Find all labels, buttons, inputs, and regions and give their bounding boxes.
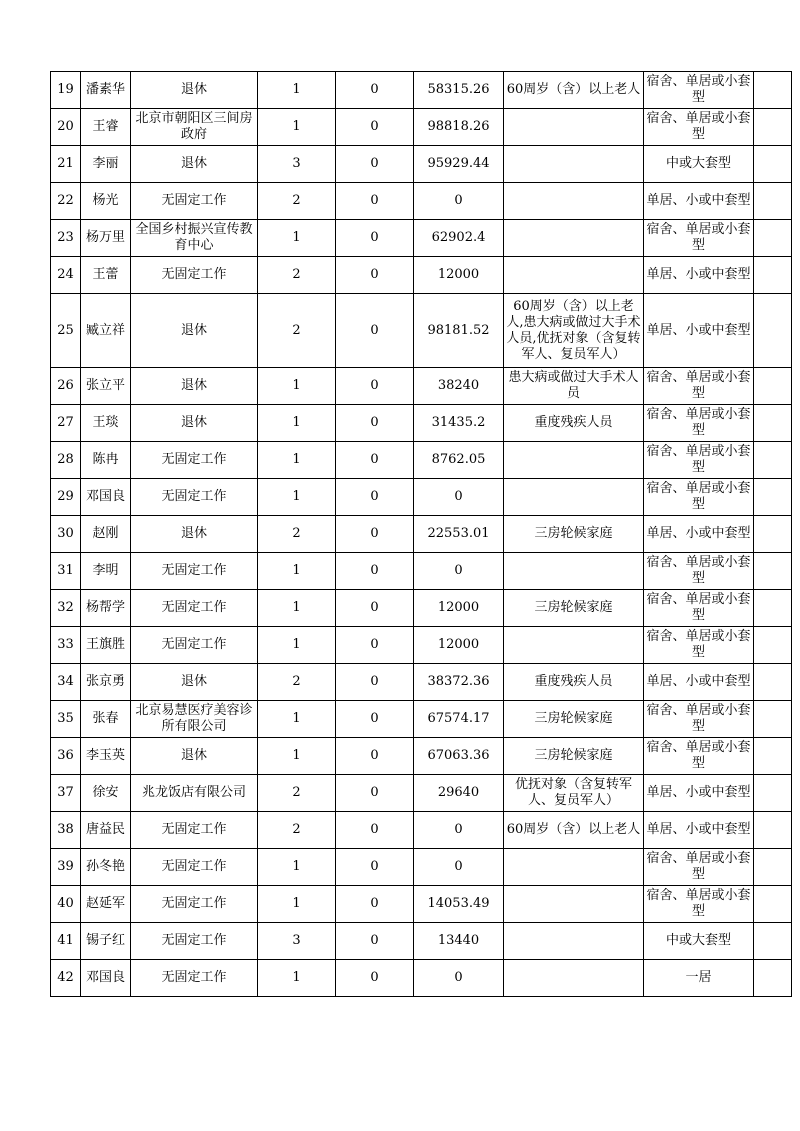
- housing-type-cell: 单居、小或中套型: [644, 183, 754, 220]
- table-row: [51, 812, 792, 849]
- table-row: [51, 220, 792, 257]
- row-number-cell: 19: [51, 72, 81, 109]
- table-body: [51, 72, 792, 997]
- remark-cell: [754, 368, 792, 405]
- table-row: [51, 923, 792, 960]
- name-cell: 唐益民: [81, 812, 131, 849]
- work-unit-cell: 退休: [131, 72, 258, 109]
- housing-type-cell: 中或大套型: [644, 923, 754, 960]
- income-cell: 12000: [414, 627, 504, 664]
- housing-type-cell: 宿舍、单居或小套型: [644, 479, 754, 516]
- income-cell: 0: [414, 479, 504, 516]
- row-number-cell: 36: [51, 738, 81, 775]
- housing-type-cell: 单居、小或中套型: [644, 664, 754, 701]
- name-cell: 赵刚: [81, 516, 131, 553]
- table-row: [51, 368, 792, 405]
- priority-category-cell: [504, 442, 644, 479]
- priority-category-cell: [504, 257, 644, 294]
- income-cell: 38240: [414, 368, 504, 405]
- housing-area-cell: 0: [336, 553, 414, 590]
- income-cell: 98181.52: [414, 294, 504, 368]
- family-members-cell: 1: [258, 738, 336, 775]
- income-cell: 29640: [414, 775, 504, 812]
- row-number-cell: 34: [51, 664, 81, 701]
- housing-area-cell: 0: [336, 368, 414, 405]
- priority-category-cell: [504, 183, 644, 220]
- housing-type-cell: 宿舍、单居或小套型: [644, 590, 754, 627]
- housing-area-cell: 0: [336, 516, 414, 553]
- housing-type-cell: 单居、小或中套型: [644, 294, 754, 368]
- work-unit-cell: 无固定工作: [131, 849, 258, 886]
- row-number-cell: 37: [51, 775, 81, 812]
- work-unit-cell: 无固定工作: [131, 479, 258, 516]
- remark-cell: [754, 553, 792, 590]
- family-members-cell: 2: [258, 516, 336, 553]
- name-cell: 陈冉: [81, 442, 131, 479]
- income-cell: 67063.36: [414, 738, 504, 775]
- name-cell: 杨万里: [81, 220, 131, 257]
- family-members-cell: 1: [258, 590, 336, 627]
- row-number-cell: 42: [51, 960, 81, 997]
- work-unit-cell: 无固定工作: [131, 183, 258, 220]
- name-cell: 徐安: [81, 775, 131, 812]
- housing-area-cell: 0: [336, 627, 414, 664]
- family-members-cell: 1: [258, 701, 336, 738]
- work-unit-cell: 兆龙饭店有限公司: [131, 775, 258, 812]
- family-members-cell: 1: [258, 442, 336, 479]
- housing-area-cell: 0: [336, 257, 414, 294]
- name-cell: 杨光: [81, 183, 131, 220]
- housing-area-cell: 0: [336, 72, 414, 109]
- priority-category-cell: [504, 220, 644, 257]
- name-cell: 杨帮学: [81, 590, 131, 627]
- work-unit-cell: 无固定工作: [131, 886, 258, 923]
- priority-category-cell: 60周岁（含）以上老人,患大病或做过大手术人员,优抚对象（含复转军人、复员军人）: [504, 294, 644, 368]
- housing-area-cell: 0: [336, 294, 414, 368]
- remark-cell: [754, 257, 792, 294]
- name-cell: 张春: [81, 701, 131, 738]
- row-number-cell: 20: [51, 109, 81, 146]
- table-row: [51, 516, 792, 553]
- housing-type-cell: 单居、小或中套型: [644, 812, 754, 849]
- name-cell: 王睿: [81, 109, 131, 146]
- housing-type-cell: 宿舍、单居或小套型: [644, 442, 754, 479]
- table-row: [51, 627, 792, 664]
- name-cell: 孙冬艳: [81, 849, 131, 886]
- row-number-cell: 24: [51, 257, 81, 294]
- housing-area-cell: 0: [336, 738, 414, 775]
- table-row: [51, 886, 792, 923]
- income-cell: 98818.26: [414, 109, 504, 146]
- family-members-cell: 1: [258, 627, 336, 664]
- remark-cell: [754, 146, 792, 183]
- priority-category-cell: [504, 479, 644, 516]
- housing-type-cell: 单居、小或中套型: [644, 257, 754, 294]
- family-members-cell: 2: [258, 775, 336, 812]
- priority-category-cell: 60周岁（含）以上老人: [504, 812, 644, 849]
- table-row: [51, 257, 792, 294]
- remark-cell: [754, 183, 792, 220]
- remark-cell: [754, 701, 792, 738]
- family-members-cell: 2: [258, 257, 336, 294]
- income-cell: 67574.17: [414, 701, 504, 738]
- work-unit-cell: 退休: [131, 738, 258, 775]
- row-number-cell: 26: [51, 368, 81, 405]
- name-cell: 赵延军: [81, 886, 131, 923]
- table-row: [51, 960, 792, 997]
- housing-area-cell: 0: [336, 183, 414, 220]
- work-unit-cell: 退休: [131, 405, 258, 442]
- row-number-cell: 32: [51, 590, 81, 627]
- priority-category-cell: [504, 627, 644, 664]
- housing-area-cell: 0: [336, 442, 414, 479]
- family-members-cell: 3: [258, 923, 336, 960]
- table-row: [51, 553, 792, 590]
- housing-area-cell: 0: [336, 812, 414, 849]
- family-members-cell: 2: [258, 294, 336, 368]
- name-cell: 张立平: [81, 368, 131, 405]
- housing-type-cell: 宿舍、单居或小套型: [644, 738, 754, 775]
- family-members-cell: 1: [258, 72, 336, 109]
- priority-category-cell: [504, 886, 644, 923]
- housing-area-cell: 0: [336, 590, 414, 627]
- housing-area-cell: 0: [336, 109, 414, 146]
- remark-cell: [754, 72, 792, 109]
- priority-category-cell: [504, 849, 644, 886]
- housing-area-cell: 0: [336, 664, 414, 701]
- row-number-cell: 27: [51, 405, 81, 442]
- remark-cell: [754, 923, 792, 960]
- work-unit-cell: 北京市朝阳区三间房政府: [131, 109, 258, 146]
- housing-type-cell: 宿舍、单居或小套型: [644, 627, 754, 664]
- housing-type-cell: 宿舍、单居或小套型: [644, 849, 754, 886]
- income-cell: 14053.49: [414, 886, 504, 923]
- family-members-cell: 1: [258, 109, 336, 146]
- table-row: [51, 72, 792, 109]
- table-row: [51, 479, 792, 516]
- table-row: [51, 849, 792, 886]
- table-row: [51, 146, 792, 183]
- work-unit-cell: 退休: [131, 368, 258, 405]
- remark-cell: [754, 442, 792, 479]
- name-cell: 锡子红: [81, 923, 131, 960]
- priority-category-cell: [504, 923, 644, 960]
- row-number-cell: 38: [51, 812, 81, 849]
- table-row: [51, 183, 792, 220]
- priority-category-cell: 三房轮候家庭: [504, 516, 644, 553]
- name-cell: 李明: [81, 553, 131, 590]
- family-members-cell: 2: [258, 812, 336, 849]
- housing-type-cell: 单居、小或中套型: [644, 516, 754, 553]
- table-row: [51, 701, 792, 738]
- income-cell: 95929.44: [414, 146, 504, 183]
- work-unit-cell: 北京易慧医疗美容诊所有限公司: [131, 701, 258, 738]
- work-unit-cell: 退休: [131, 516, 258, 553]
- table-row: [51, 738, 792, 775]
- row-number-cell: 23: [51, 220, 81, 257]
- row-number-cell: 22: [51, 183, 81, 220]
- family-members-cell: 1: [258, 220, 336, 257]
- housing-type-cell: 宿舍、单居或小套型: [644, 72, 754, 109]
- name-cell: 邓国良: [81, 960, 131, 997]
- remark-cell: [754, 479, 792, 516]
- work-unit-cell: 无固定工作: [131, 627, 258, 664]
- work-unit-cell: 无固定工作: [131, 590, 258, 627]
- row-number-cell: 35: [51, 701, 81, 738]
- family-members-cell: 1: [258, 886, 336, 923]
- name-cell: 李丽: [81, 146, 131, 183]
- remark-cell: [754, 812, 792, 849]
- remark-cell: [754, 775, 792, 812]
- housing-type-cell: 宿舍、单居或小套型: [644, 220, 754, 257]
- work-unit-cell: 无固定工作: [131, 442, 258, 479]
- income-cell: 0: [414, 960, 504, 997]
- table-row: [51, 775, 792, 812]
- table-row: [51, 590, 792, 627]
- work-unit-cell: 全国乡村振兴宣传教育中心: [131, 220, 258, 257]
- housing-area-cell: 0: [336, 775, 414, 812]
- priority-category-cell: 60周岁（含）以上老人: [504, 72, 644, 109]
- table-row: [51, 109, 792, 146]
- income-cell: 12000: [414, 257, 504, 294]
- remark-cell: [754, 109, 792, 146]
- remark-cell: [754, 886, 792, 923]
- priority-category-cell: [504, 146, 644, 183]
- row-number-cell: 41: [51, 923, 81, 960]
- housing-area-cell: 0: [336, 479, 414, 516]
- income-cell: 62902.4: [414, 220, 504, 257]
- work-unit-cell: 无固定工作: [131, 553, 258, 590]
- remark-cell: [754, 294, 792, 368]
- remark-cell: [754, 516, 792, 553]
- row-number-cell: 40: [51, 886, 81, 923]
- remark-cell: [754, 960, 792, 997]
- priority-category-cell: 重度残疾人员: [504, 405, 644, 442]
- housing-type-cell: 宿舍、单居或小套型: [644, 368, 754, 405]
- income-cell: 12000: [414, 590, 504, 627]
- housing-type-cell: 宿舍、单居或小套型: [644, 109, 754, 146]
- name-cell: 王琰: [81, 405, 131, 442]
- income-cell: 0: [414, 812, 504, 849]
- name-cell: 臧立祥: [81, 294, 131, 368]
- work-unit-cell: 无固定工作: [131, 257, 258, 294]
- row-number-cell: 21: [51, 146, 81, 183]
- housing-type-cell: 一居: [644, 960, 754, 997]
- table-row: [51, 294, 792, 368]
- name-cell: 潘素华: [81, 72, 131, 109]
- row-number-cell: 29: [51, 479, 81, 516]
- priority-category-cell: 三房轮候家庭: [504, 738, 644, 775]
- remark-cell: [754, 738, 792, 775]
- name-cell: 王旗胜: [81, 627, 131, 664]
- income-cell: 0: [414, 849, 504, 886]
- work-unit-cell: 无固定工作: [131, 812, 258, 849]
- remark-cell: [754, 627, 792, 664]
- priority-category-cell: [504, 553, 644, 590]
- income-cell: 38372.36: [414, 664, 504, 701]
- family-members-cell: 1: [258, 553, 336, 590]
- housing-area-cell: 0: [336, 701, 414, 738]
- work-unit-cell: 退休: [131, 294, 258, 368]
- housing-area-cell: 0: [336, 886, 414, 923]
- priority-category-cell: 优抚对象（含复转军人、复员军人）: [504, 775, 644, 812]
- income-cell: 58315.26: [414, 72, 504, 109]
- housing-type-cell: 宿舍、单居或小套型: [644, 553, 754, 590]
- remark-cell: [754, 849, 792, 886]
- housing-area-cell: 0: [336, 146, 414, 183]
- family-members-cell: 1: [258, 960, 336, 997]
- row-number-cell: 30: [51, 516, 81, 553]
- table-row: [51, 664, 792, 701]
- priority-category-cell: [504, 109, 644, 146]
- row-number-cell: 25: [51, 294, 81, 368]
- housing-type-cell: 单居、小或中套型: [644, 775, 754, 812]
- name-cell: 王蕾: [81, 257, 131, 294]
- income-cell: 8762.05: [414, 442, 504, 479]
- row-number-cell: 31: [51, 553, 81, 590]
- work-unit-cell: 无固定工作: [131, 960, 258, 997]
- housing-type-cell: 中或大套型: [644, 146, 754, 183]
- priority-category-cell: 重度残疾人员: [504, 664, 644, 701]
- priority-category-cell: [504, 960, 644, 997]
- name-cell: 张京勇: [81, 664, 131, 701]
- row-number-cell: 39: [51, 849, 81, 886]
- housing-area-cell: 0: [336, 405, 414, 442]
- income-cell: 0: [414, 183, 504, 220]
- priority-category-cell: 三房轮候家庭: [504, 701, 644, 738]
- income-cell: 31435.2: [414, 405, 504, 442]
- work-unit-cell: 无固定工作: [131, 923, 258, 960]
- remark-cell: [754, 220, 792, 257]
- family-members-cell: 3: [258, 146, 336, 183]
- family-members-cell: 1: [258, 368, 336, 405]
- family-members-cell: 1: [258, 849, 336, 886]
- income-cell: 22553.01: [414, 516, 504, 553]
- family-members-cell: 1: [258, 479, 336, 516]
- income-cell: 13440: [414, 923, 504, 960]
- housing-type-cell: 宿舍、单居或小套型: [644, 405, 754, 442]
- housing-type-cell: 宿舍、单居或小套型: [644, 886, 754, 923]
- family-members-cell: 2: [258, 664, 336, 701]
- remark-cell: [754, 664, 792, 701]
- name-cell: 邓国良: [81, 479, 131, 516]
- row-number-cell: 28: [51, 442, 81, 479]
- table-row: [51, 405, 792, 442]
- work-unit-cell: 退休: [131, 664, 258, 701]
- remark-cell: [754, 405, 792, 442]
- name-cell: 李玉英: [81, 738, 131, 775]
- priority-category-cell: 患大病或做过大手术人员: [504, 368, 644, 405]
- family-members-cell: 1: [258, 405, 336, 442]
- remark-cell: [754, 590, 792, 627]
- income-cell: 0: [414, 553, 504, 590]
- housing-type-cell: 宿舍、单居或小套型: [644, 701, 754, 738]
- row-number-cell: 33: [51, 627, 81, 664]
- priority-category-cell: 三房轮候家庭: [504, 590, 644, 627]
- table-row: [51, 442, 792, 479]
- housing-area-cell: 0: [336, 849, 414, 886]
- applicant-table: [50, 71, 792, 997]
- family-members-cell: 2: [258, 183, 336, 220]
- housing-area-cell: 0: [336, 923, 414, 960]
- housing-area-cell: 0: [336, 220, 414, 257]
- work-unit-cell: 退休: [131, 146, 258, 183]
- housing-area-cell: 0: [336, 960, 414, 997]
